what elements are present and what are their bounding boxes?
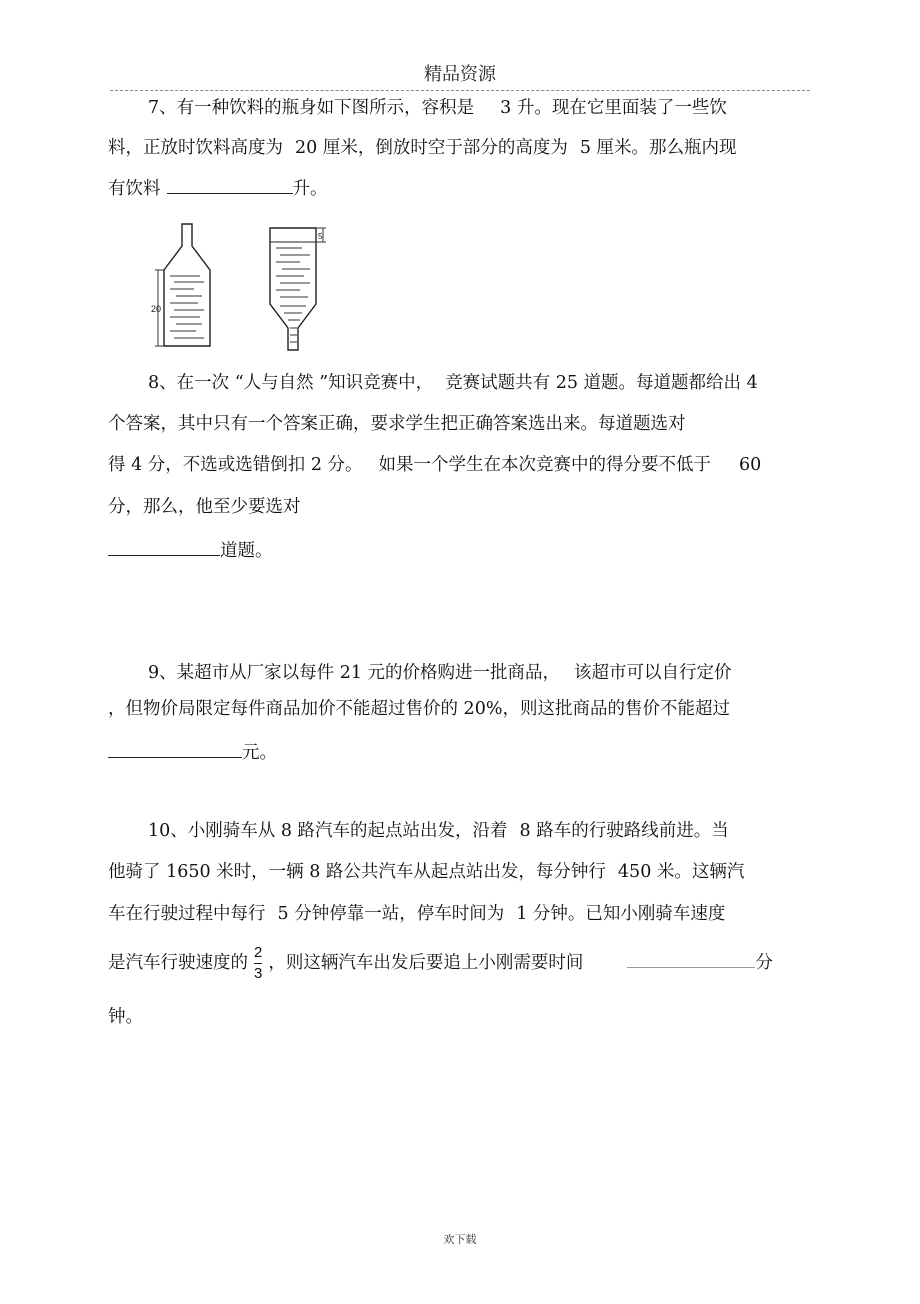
q7-text-3a: 有饮料 — [108, 179, 161, 199]
q8-text-5: 道题。 — [220, 541, 273, 561]
q7-text-1b: 3 升。现在它里面装了一些饮 — [500, 98, 727, 118]
q8-text-1a: 8、在一次 “人与自然 ”知识竞赛中， — [148, 373, 434, 393]
q7-line-2 — [108, 137, 737, 159]
q9-text-1a: 9、某超市从厂家以每件 21 元的价格购进一批商品， — [148, 663, 561, 683]
q8-line-2: 个答案，其中只有一个答案正确，要求学生把正确答案选出来。每道题选对 — [108, 414, 686, 434]
fraction-denominator: 3 — [254, 965, 263, 982]
q7-text-2b: 20 厘米，倒放时空于部分的高度为 — [295, 138, 568, 158]
q10-text-1a: 10、小刚骑车从 8 路汽车的起点站出发，沿着 — [148, 821, 508, 841]
q10-text-4c: 分 — [755, 953, 773, 973]
q10-text-2a: 他骑了 1650 米时，一辆 8 路公共汽车从起点站出发，每分钟行 — [108, 862, 606, 882]
q10-answer-blank[interactable] — [627, 951, 755, 968]
q9-line-3 — [108, 741, 277, 764]
q10-line-3 — [108, 903, 725, 925]
header-divider — [110, 90, 810, 91]
q7-text-2a: 料，正放时饮料高度为 — [108, 138, 283, 158]
q10-text-2b: 450 米。这辆汽 — [617, 862, 745, 882]
q7-text-1a: 7、有一种饮料的瓶身如下图所示，容积是 — [148, 98, 475, 118]
q8-line-4: 分，那么，他至少要选对 — [108, 497, 301, 517]
q8-line-5 — [108, 539, 273, 562]
q10-line-1 — [148, 820, 729, 842]
page-footer: 欢下载 — [443, 1233, 477, 1246]
q7-line-3 — [108, 177, 328, 200]
q10-line-5: 钟。 — [108, 1007, 143, 1027]
upright-bottle — [151, 224, 210, 346]
q7-text-2c: 5 厘米。那么瓶内现 — [579, 138, 737, 158]
page-header: 精品资源 — [424, 64, 496, 85]
q7-text-3b: 升。 — [292, 179, 328, 199]
q9-text-3: 元。 — [242, 743, 277, 763]
q9-line-1 — [148, 662, 732, 684]
q8-line-1 — [148, 372, 758, 394]
q10-line-2 — [108, 861, 744, 883]
q8-text-3c: 60 — [739, 455, 762, 475]
q8-line-3 — [108, 454, 761, 476]
q8-text-3a: 得 4 分，不选或选错倒扣 2 分。 — [108, 455, 363, 475]
q10-text-4b: ，则这辆汽车出发后要追上小刚需要时间 — [268, 953, 584, 973]
q10-text-4a: 是汽车行驶速度的 — [108, 953, 248, 973]
bottle-figure — [150, 218, 330, 358]
fraction-two-thirds — [254, 944, 262, 983]
q10-text-3a: 车在行驶过程中每行 — [108, 904, 266, 924]
label-20: 20 — [151, 304, 162, 314]
q9-line-2: ，但物价局限定每件商品加价不能超过售价的 20%，则这批商品的售价不能超过 — [108, 699, 730, 719]
q9-answer-blank[interactable] — [108, 741, 242, 758]
q7-line-1 — [148, 97, 727, 119]
fraction-numerator: 2 — [254, 944, 263, 961]
inverted-bottle — [270, 228, 326, 350]
q9-text-1b: 该超市可以自行定价 — [574, 663, 732, 683]
q10-text-3c: 1 分钟。已知小刚骑车速度 — [516, 904, 726, 924]
q8-text-3b: 如果一个学生在本次竞赛中的得分要不低于 — [378, 455, 712, 475]
q10-text-3b: 5 分钟停靠一站，停车时间为 — [277, 904, 505, 924]
q10-line-4 — [108, 944, 773, 983]
q10-text-1b: 8 路车的行驶路线前进。当 — [519, 821, 729, 841]
label-5: 5 — [318, 232, 323, 241]
q8-answer-blank[interactable] — [108, 539, 220, 556]
q7-answer-blank[interactable] — [167, 177, 293, 194]
q8-text-1b: 竞赛试题共有 25 道题。每道题都给出 4 — [445, 373, 758, 393]
